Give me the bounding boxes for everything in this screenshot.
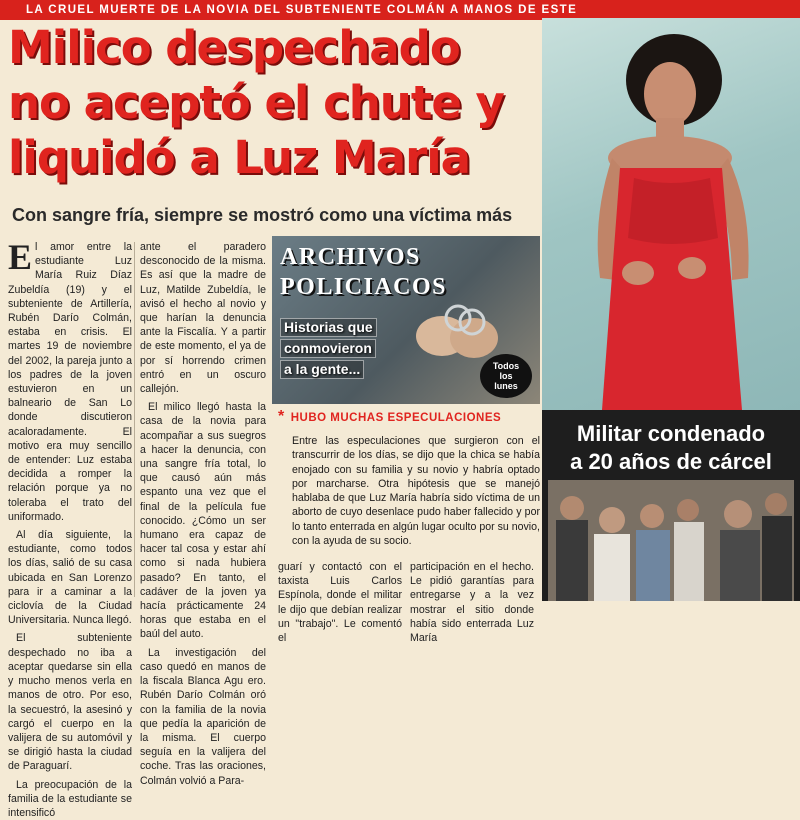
drop-cap: E	[8, 237, 33, 277]
archivos-title-line-2: POLICIACOS	[280, 274, 448, 300]
badge-line-2: los	[499, 371, 513, 381]
especulaciones-heading	[278, 408, 540, 426]
courtroom-people-image	[548, 480, 794, 601]
tagline-line-1: Historias que	[280, 318, 377, 337]
paragraph: La preocupación de la familia de la estudiante se intensificó	[8, 778, 132, 819]
article-column-3	[278, 560, 402, 645]
todos-los-lunes-badge	[480, 354, 532, 398]
tagline-line-2: conmovieron	[280, 339, 376, 358]
tagline-line-3: a la gente...	[280, 360, 364, 379]
woman-in-red-dress-image	[542, 18, 800, 410]
paragraph	[8, 237, 132, 524]
paragraph: ante el paradero desconocido de la misma. Es así que la madre de Luz, Matilde Zubeldía, le avisó el hecho al novio y que harían la denuncia ante la Fiscalía. Y a partir de este momento, el ya de por sí horrendo crimen entró en un oscuro callejón.	[140, 241, 266, 396]
article-column-4	[410, 560, 534, 645]
archivos-title-line-1: ARCHIVOS	[280, 244, 421, 270]
paragraph: guarí y contactó con el taxista Luis Carlos Espínola, donde el militar le dijo que debían realizar un "trabajo". Le comentó el	[278, 561, 402, 645]
especulaciones-box	[278, 408, 540, 558]
handcuffed-hands-illustration	[412, 296, 502, 366]
courtroom-photo	[548, 480, 794, 601]
paragraph-text: l amor entre la estudiante Luz María Ruiz Díaz Zubeldía (19) y el subteniente de Artillería, Rubén Darío Colmán, estaba en crisis. El martes 19 de noviembre del 2002, la pareja junto a los padres de la joven estuvieron en un balneario de San Lo donde discutieron acaloradamente. El motivo era muy sencillo de entender: Luz estaba decidida a romper la relación porque ya no toleraba el trato del uniformado.	[8, 241, 132, 523]
victim-photo	[542, 18, 800, 410]
kicker-strip: LA CRUEL MUERTE DE LA NOVIA DEL SUBTENIENTE COLMÁN A MANOS DE ESTE	[0, 0, 800, 20]
militar-headline	[542, 420, 800, 476]
badge-line-3: lunes	[494, 381, 518, 391]
militar-headline-line-2: a 20 años de cárcel	[570, 449, 772, 474]
article-column-2	[140, 240, 266, 787]
paragraph: El milico llegó hasta la casa de la novia para acompañar a sus suegros a hacer la denuncia, con una sangre fría total, lo que causó aún más espanto una vez que el final de la película fue conocido. ¿Cómo un ser humano era capaz de hacer tal cosa y estar ahí como si nada hubiera pasado? En tanto, el cadáver de la joven ya hacía prácticamente 24 horas que estaba en el baúl del auto.	[140, 401, 266, 641]
archivos-title	[280, 242, 447, 302]
headline-line-1: Milico despechado	[8, 21, 460, 74]
subheadline: Con sangre fría, siempre se mostró como una víctima más	[12, 205, 513, 225]
headline-line-3: liquidó a Luz María	[8, 131, 471, 184]
column-divider	[134, 242, 135, 597]
headline-line-2: no aceptó el chute y	[8, 76, 504, 129]
paragraph: participación en el hecho. Le pidió garantías para entregarse y a la vez mostrar el sitio donde había sido enterrada Luz María	[410, 561, 534, 645]
article-column-1	[8, 237, 132, 819]
paragraph: El subteniente despechado no iba a aceptar quedarse sin ella y mucho menos verla en manos de otro. Por eso, la secuestró, la asesinó y cargó el cuerpo en la valijera de su automóvil y se dirigió hasta la ciudad de Paraguarí.	[8, 632, 132, 773]
star-icon: *	[278, 408, 285, 425]
militar-headline-line-1: Militar condenado	[576, 421, 766, 446]
militar-condenado-box	[542, 410, 800, 601]
especulaciones-body: Entre las especulaciones que surgieron con el transcurrir de los días, se dijo que la chica se había enojado con su familia y su novio y habría optado por marcharse. Otra hipótesis que se manejó hablaba de que Luz María habría sido víctima de un aborto de cuyo desenlace pudo haber fallecido y por lo tanto enterrada en algún lugar oculto por su novio, con la ayuda de su socio.	[292, 435, 540, 548]
paragraph: Al día siguiente, la estudiante, como todos los días, salió de su casa ubicada en San Lorenzo para ir a caminar a la ciclovía de la Ciudad Universitaria. Nunca llegó.	[8, 529, 132, 627]
archivos-policiacos-box	[272, 236, 540, 404]
paragraph: La investigación del caso quedó en manos de la fiscala Blanca Agu ero. Rubén Darío Colmán oró con la familia de la novia que pedía la aparición de la misma. El cuerpo seguía en la valijera del coche. Tras las oraciones, Colmán volvió a Para-	[140, 646, 266, 787]
badge-line-1: Todos	[492, 361, 520, 371]
archivos-tagline	[280, 318, 400, 381]
headline	[8, 20, 628, 185]
heading-text: HUBO MUCHAS ESPECULACIONES	[290, 412, 502, 424]
